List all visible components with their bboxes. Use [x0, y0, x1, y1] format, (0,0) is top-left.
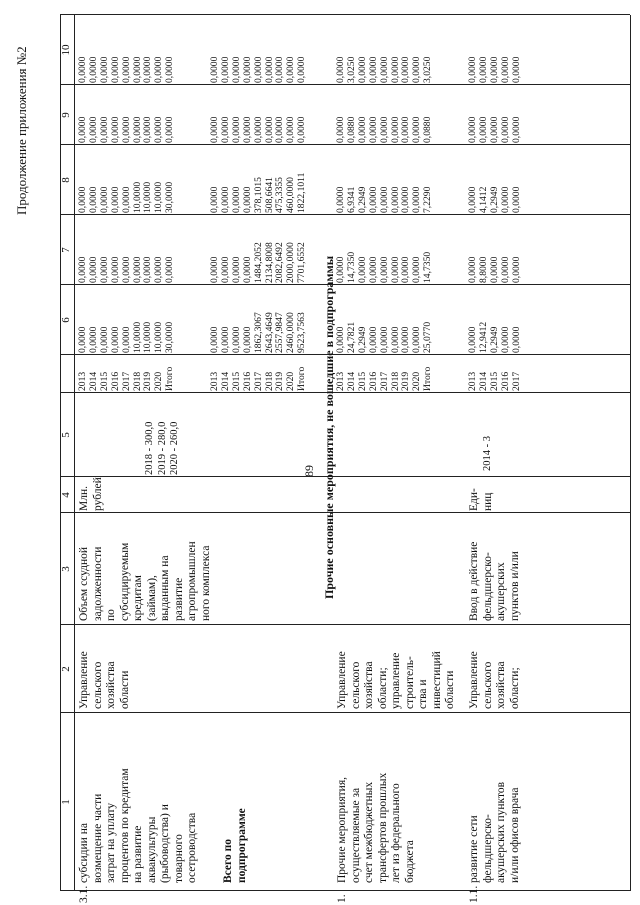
- row-total: 0,0000 0,0000 0,0000 0,0000 0,0000 10,0000 10,0000 10,0000 30,0000: [77, 321, 176, 353]
- row-other: 0,0000 0,0000 0,0000 0,0000 0,0000: [467, 56, 522, 83]
- row-years: 2013 2014 2015 2016 2017 2018 2019 2020 Итого: [77, 366, 176, 391]
- col-head-4: 4: [60, 492, 72, 498]
- col-head-8: 8: [60, 177, 72, 183]
- row-total: 0,0000 12,9412 0,2949 0,0000 0,0000: [467, 321, 522, 353]
- row-local: 0,0000 0,0000 0,0000 0,0000 0,0000 0,0000 0,0000 0,0000 0,0000: [77, 116, 176, 143]
- table-row: [467, 0, 538, 903]
- col-head-10: 10: [60, 44, 72, 56]
- row-years: 2013 2014 2015 2016 2017 2018 2019 2020 Итого: [209, 366, 308, 391]
- row-number: 1.: [336, 894, 348, 903]
- col-head-2: 2: [60, 666, 72, 672]
- section-title: Прочие основные мероприятия, не вошедшие в подпрограммы: [322, 255, 336, 599]
- col-head-7: 7: [60, 247, 72, 253]
- row-unit: Млн. рублей: [78, 477, 104, 511]
- subprogram-total-label: Всего по подпрограмме: [222, 808, 248, 883]
- table-row: [77, 0, 212, 903]
- col-head-1: 1: [60, 799, 72, 805]
- table-row: [335, 0, 456, 903]
- row-total: 0,0000 0,0000 0,0000 0,0000 1862,3067 2643,4649 2557,9847 2460,0000 9523,7563: [209, 312, 308, 353]
- col-head-5: 5: [60, 432, 72, 438]
- row-local: 0,0000 0,0000 0,0000 0,0000 0,0000 0,0000 0,0000 0,0000 0,0000: [209, 116, 308, 143]
- row-other: 0,0000 0,0000 0,0000 0,0000 0,0000 0,0000 0,0000 0,0000 0,0000: [209, 56, 308, 83]
- row-federal: 0,0000 0,0000 0,0000 0,0000 0,0000 0,0000 0,0000 0,0000 0,0000: [77, 256, 176, 283]
- program-table: [60, 15, 630, 903]
- row-number: 3.1.: [78, 885, 90, 903]
- row-name: Прочие мероприятия, осуществляемые за счет межбюджетных трансфертов прошлых лет из федерального бюджета: [336, 772, 416, 883]
- row-indicator: Объем ссудной задолженности по субсидируемым кредитам (займам), выданным на развитие агропромышлен ного комплекса: [78, 541, 212, 621]
- col-head-3: 3: [60, 566, 72, 572]
- row-target-values: 2018 - 300,0 2019 - 280,0 2020 - 260,0: [144, 421, 180, 475]
- row-federal: 0,0000 0,0000 0,0000 0,0000 1484,2052 2134,8008 2082,6492 2000,0000 7701,6552: [209, 242, 308, 283]
- col-head-9: 9: [60, 112, 72, 118]
- row-local: 0,0000 0,0000 0,0000 0,0000 0,0000: [467, 116, 522, 143]
- row-federal: 0,0000 14,7350 0,0000 0,0000 0,0000 0,0000 0,0000 0,0000 14,7350: [335, 251, 434, 283]
- row-regional: 0,0000 0,0000 0,0000 0,0000 378,1015 508,6641 475,3355 460,0000 1822,1011: [209, 172, 308, 213]
- row-years: 2013 2014 2015 2016 2017: [467, 371, 522, 391]
- row-indicator: Ввод в действие фельдшерско- акушерских пунктов и/или: [468, 541, 521, 621]
- col-head-6: 6: [60, 317, 72, 323]
- page-number: 89: [302, 465, 316, 477]
- row-name: развитие сети фельдшерско- акушерских пунктов и/или офисов врача: [468, 781, 521, 883]
- row-name: субсидии на возмещение части затрат на уплату процентов по кредитам на развитие аквакультуры (рыбоводства) и товарного осетроводства: [78, 768, 198, 883]
- continuation-caption: Продолжение приложения №2: [14, 46, 29, 215]
- row-regional: 0,0000 0,0000 0,0000 0,0000 0,0000 10,0000 10,0000 10,0000 30,0000: [77, 181, 176, 213]
- row-other: 0,0000 3,0250 0,0000 0,0000 0,0000 0,0000 0,0000 0,0000 3,0250: [335, 56, 434, 83]
- row-executor: Управление сельского хозяйства области: [78, 651, 131, 709]
- row-unit: Еди- ниц: [468, 488, 494, 511]
- row-total: 0,0000 24,7821 0,2949 0,0000 0,0000 0,0000 0,0000 0,0000 25,0770: [335, 321, 434, 353]
- row-years: 2013 2014 2015 2016 2017 2018 2019 2020 Итого: [335, 366, 434, 391]
- row-executor: Управление сельского хозяйства области; управление строитель- ства и инвестиций области: [336, 651, 456, 709]
- row-local: 0,0000 0,0880 0,0000 0,0000 0,0000 0,0000 0,0000 0,0000 0,0880: [335, 116, 434, 143]
- row-target-values: 2014 - 3: [482, 436, 493, 471]
- row-executor: Управление сельского хозяйства области;: [468, 651, 521, 709]
- row-regional: 0,0000 4,1412 0,2949 0,0000 0,0000: [467, 186, 522, 213]
- row-number: 1.1.: [468, 885, 480, 903]
- row-regional: 0,0000 6,9341 0,2949 0,0000 0,0000 0,0000 0,0000 0,0000 7,2290: [335, 186, 434, 213]
- table-row: [210, 0, 322, 891]
- row-federal: 0,0000 8,8000 0,0000 0,0000 0,0000: [467, 256, 522, 283]
- row-other: 0,0000 0,0000 0,0000 0,0000 0,0000 0,0000 0,0000 0,0000 0,0000: [77, 56, 176, 83]
